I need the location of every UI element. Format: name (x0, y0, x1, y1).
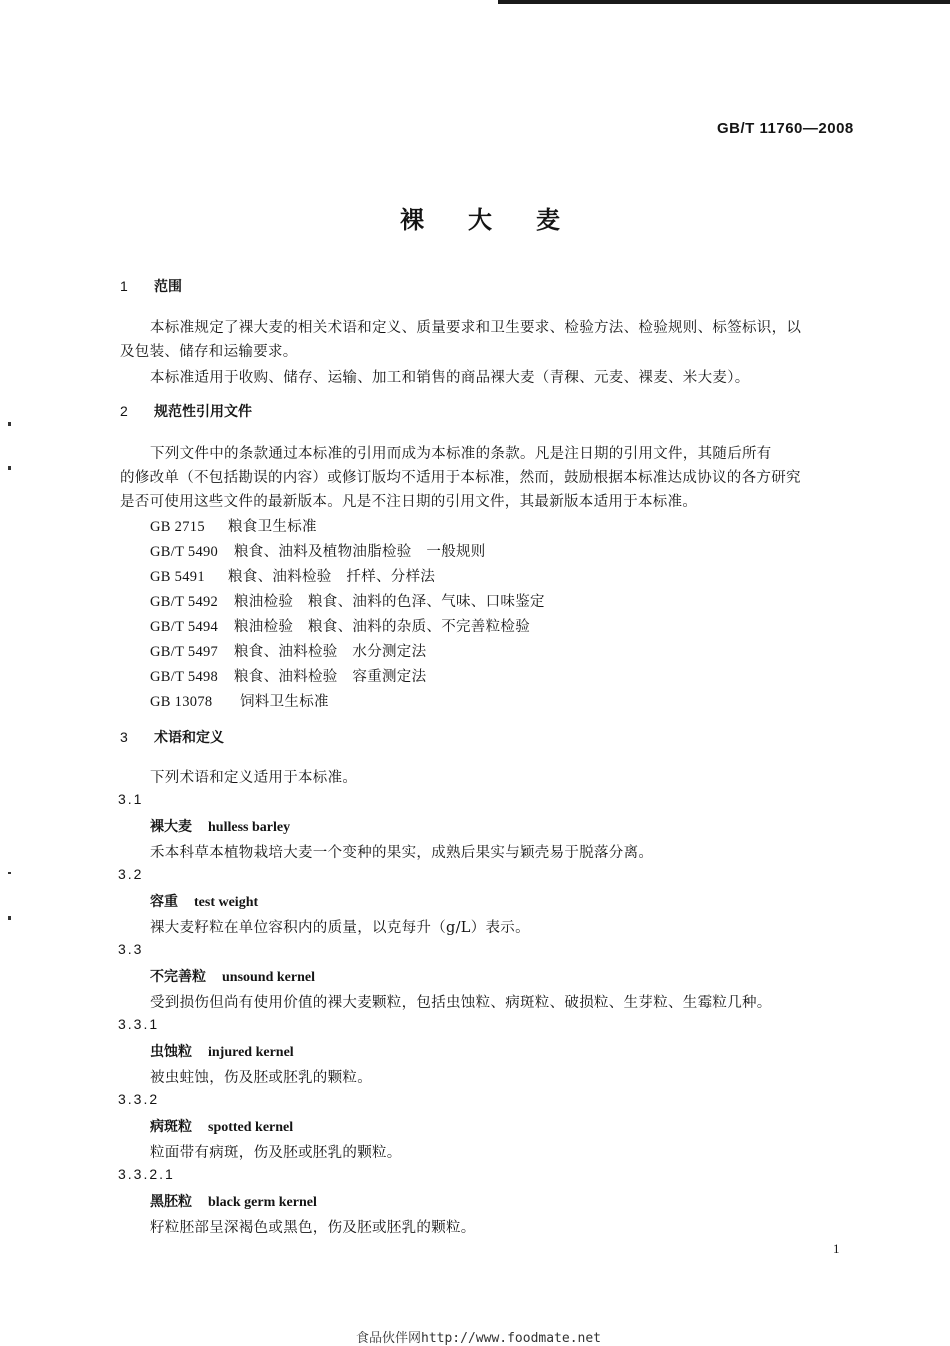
paragraph: 是否可使用这些文件的最新版本。凡是不注日期的引用文件，其最新版本适用于本标准。 (120, 494, 698, 510)
reference-title: 粮油检验 粮食、油料的色泽、气味、口味鉴定 (234, 594, 545, 610)
scan-mark (8, 466, 11, 470)
reference-code: GB/T 5490 (150, 544, 219, 560)
term-zh: 虫蚀粒 (150, 1044, 192, 1060)
clause-number: 3.2 (118, 866, 144, 882)
clause-number: 3.3.1 (118, 1016, 160, 1032)
term-entry (150, 1116, 293, 1136)
section-title: 术语和定义 (154, 730, 224, 746)
top-rule (498, 0, 950, 4)
term-zh: 容重 (150, 894, 178, 910)
reference-title: 粮食、油料及植物油脂检验 一般规则 (234, 544, 486, 560)
term-zh: 不完善粒 (150, 969, 206, 985)
paragraph: 下列文件中的条款通过本标准的引用而成为本标准的条款。凡是注日期的引用文件，其随后所有 (150, 446, 772, 462)
term-definition: 籽粒胚部呈深褐色或黑色，伤及胚或胚乳的颗粒。 (150, 1220, 476, 1236)
clause-number: 3.3 (118, 941, 144, 957)
section-heading (120, 276, 182, 296)
paragraph: 的修改单（不包括勘误的内容）或修订版均不适用于本标准，然而，鼓励根据本标准达成协议的各方研究 (120, 470, 801, 486)
reference-code: GB/T 5494 (150, 619, 219, 635)
reference-title: 粮食卫生标准 (228, 519, 317, 535)
term-zh: 病斑粒 (150, 1119, 192, 1135)
term-entry (150, 891, 258, 911)
footer-watermark: 食品伙伴网http://www.foodmate.net (356, 1331, 602, 1346)
paragraph: 本标准适用于收购、储存、运输、加工和销售的商品裸大麦（青稞、元麦、裸麦、米大麦）。 (150, 370, 750, 386)
term-entry (150, 1191, 317, 1211)
term-definition: 被虫蛀蚀，伤及胚或胚乳的颗粒。 (150, 1070, 372, 1086)
section-title: 范围 (154, 279, 182, 295)
reference-title: 饲料卫生标准 (240, 694, 329, 710)
term-entry (150, 1041, 294, 1061)
reference-title: 粮食、油料检验 容重测定法 (234, 669, 427, 685)
term-definition: 受到损伤但尚有使用价值的裸大麦颗粒，包括虫蚀粒、病斑粒、破损粒、生芽粒、生霉粒几种。 (150, 995, 772, 1011)
term-zh: 黑胚粒 (150, 1194, 192, 1210)
reference-code: GB 2715 (150, 519, 205, 535)
reference-item (150, 590, 545, 611)
term-definition: 粒面带有病斑，伤及胚或胚乳的颗粒。 (150, 1145, 402, 1161)
reference-item (150, 690, 329, 711)
reference-item (150, 665, 426, 686)
term-en: test weight (194, 895, 259, 910)
term-en: hulless barley (208, 820, 291, 835)
clause-number: 3.1 (118, 791, 144, 807)
term-en: spotted kernel (208, 1120, 294, 1135)
paragraph: 本标准规定了裸大麦的相关术语和定义、质量要求和卫生要求、检验方法、检验规则、标签标识，以 (150, 320, 802, 336)
scan-mark (8, 422, 11, 426)
term-entry (150, 816, 290, 836)
reference-item (150, 640, 426, 661)
section-number: 1 (120, 278, 128, 294)
reference-code: GB/T 5492 (150, 594, 219, 610)
section-number: 3 (120, 729, 128, 745)
section-heading (120, 727, 224, 747)
scan-mark (8, 872, 11, 874)
reference-title: 粮食、油料检验 水分测定法 (234, 644, 427, 660)
clause-number: 3.3.2.1 (118, 1166, 175, 1182)
document-title: 裸大麦 (400, 205, 604, 234)
term-en: injured kernel (208, 1045, 294, 1060)
section-number: 2 (120, 403, 128, 419)
reference-code: GB 5491 (150, 569, 205, 585)
section-heading (120, 401, 252, 421)
reference-item (150, 515, 317, 536)
reference-title: 粮油检验 粮食、油料的杂质、不完善粒检验 (234, 619, 530, 635)
term-en: black germ kernel (208, 1195, 317, 1210)
reference-code: GB/T 5498 (150, 669, 219, 685)
term-definition: 裸大麦籽粒在单位容积内的质量，以克每升（g/L）表示。 (150, 920, 530, 936)
clause-number: 3.3.2 (118, 1091, 160, 1107)
reference-code: GB 13078 (150, 694, 213, 710)
term-zh: 裸大麦 (150, 819, 192, 835)
page-number: 1 (833, 1241, 840, 1256)
reference-item (150, 540, 486, 561)
paragraph: 及包装、储存和运输要求。 (120, 344, 298, 360)
reference-item (150, 615, 530, 636)
term-definition: 禾本科草本植物栽培大麦一个变种的果实，成熟后果实与颖壳易于脱落分离。 (150, 845, 654, 861)
scan-mark (8, 916, 11, 920)
standard-code: GB/T 11760—2008 (717, 120, 854, 137)
reference-title: 粮食、油料检验 扦样、分样法 (228, 569, 436, 585)
paragraph: 下列术语和定义适用于本标准。 (150, 770, 358, 786)
reference-item (150, 565, 435, 586)
term-en: unsound kernel (222, 970, 315, 985)
reference-code: GB/T 5497 (150, 644, 219, 660)
term-entry (150, 966, 315, 986)
section-title: 规范性引用文件 (154, 404, 252, 420)
